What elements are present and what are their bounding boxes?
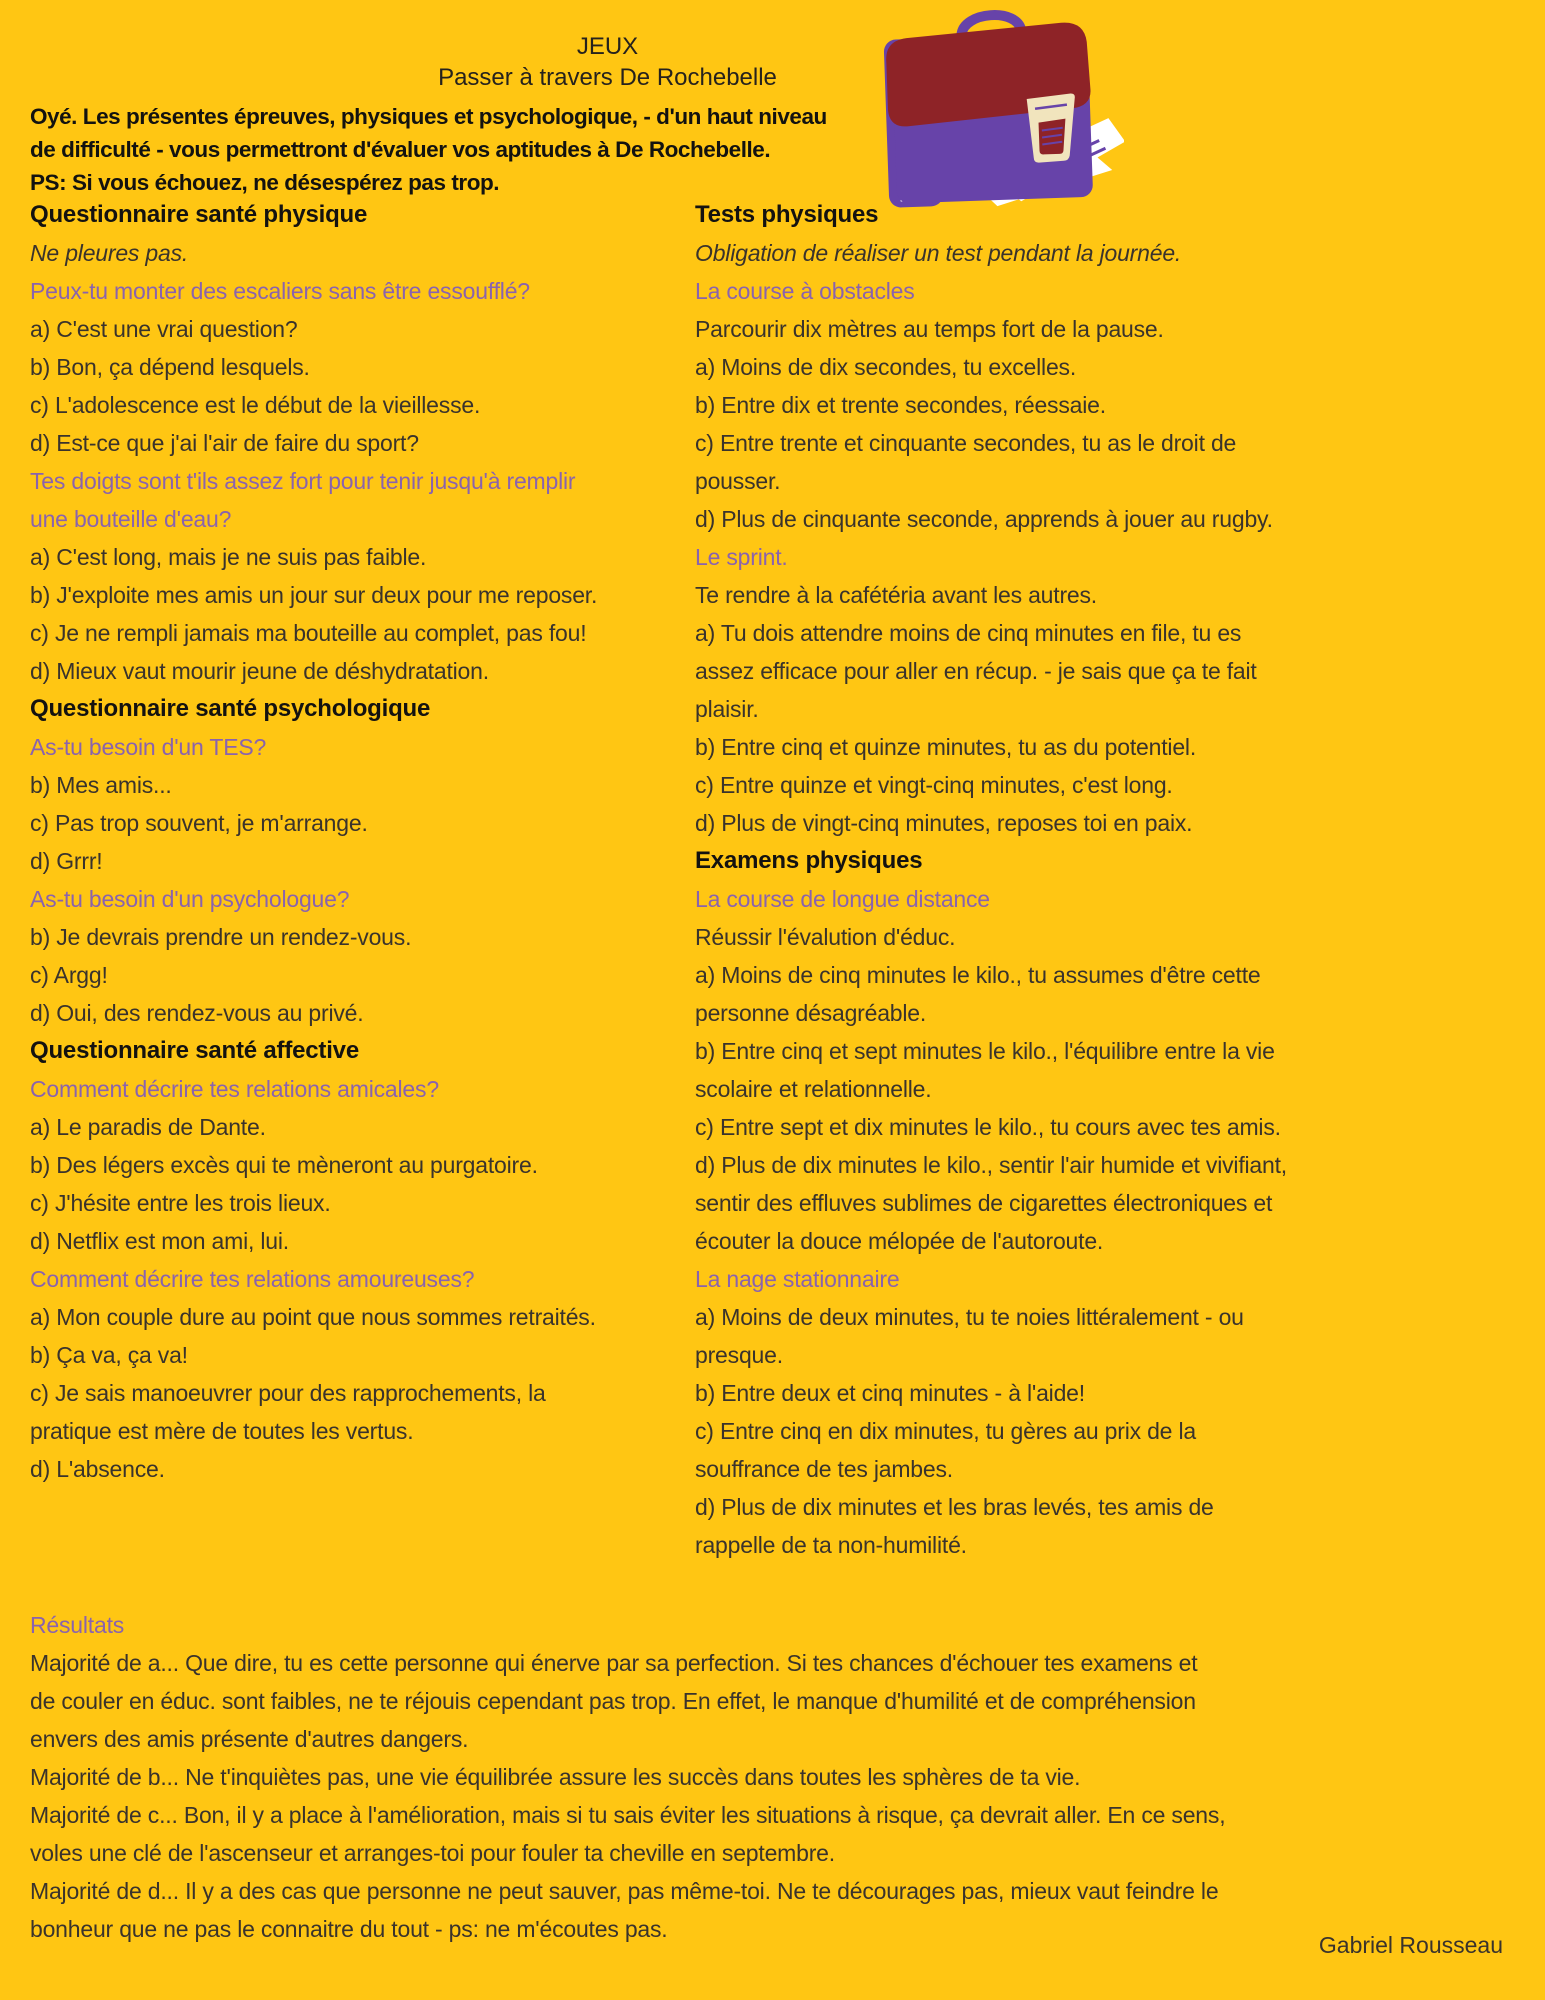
text-line: envers des amis présente d'autres dangers. — [30, 1726, 469, 1752]
text-line: Comment décrire tes relations amoureuses? — [30, 1266, 475, 1292]
text-line: d) Est-ce que j'ai l'air de faire du sport? — [30, 430, 419, 456]
text-line: b) Ça va, ça va! — [30, 1342, 188, 1368]
text-line: écouter la douce mélopée de l'autoroute. — [695, 1228, 1104, 1254]
page-title: JEUX — [576, 33, 639, 60]
text-line: a) Moins de deux minutes, tu te noies littéralement - ou — [695, 1304, 1244, 1330]
text-line: c) Entre sept et dix minutes le kilo., tu cours avec tes amis. — [695, 1114, 1281, 1140]
text-line: rappelle de ta non-humilité. — [695, 1532, 967, 1558]
page-subtitle: Passer à travers De Rochebelle — [438, 64, 777, 91]
text-line: Majorité de a... Que dire, tu es cette personne qui énerve par sa perfection. Si tes chances d'échouer tes examens et — [30, 1650, 1198, 1676]
text-line: souffrance de tes jambes. — [695, 1456, 953, 1482]
text-line: plaisir. — [695, 696, 759, 722]
text-line: c) Je sais manoeuvrer pour des rapprochements, la — [30, 1380, 546, 1406]
left-column — [30, 196, 695, 1488]
text-line: bonheur que ne pas le connaitre du tout - ps: ne m'écoutes pas. — [30, 1916, 668, 1942]
right-column — [695, 196, 1515, 1564]
text-line: Questionnaire santé affective — [30, 1037, 359, 1064]
text-line: a) Tu dois attendre moins de cinq minutes en file, tu es — [695, 620, 1242, 646]
text-line: Tes doigts sont t'ils assez fort pour tenir jusqu'à remplir — [30, 468, 576, 494]
text-line: As-tu besoin d'un TES? — [30, 734, 267, 760]
text-line: b) Des légers excès qui te mèneront au purgatoire. — [30, 1152, 538, 1178]
briefcase-icon — [872, 6, 1124, 211]
text-line: b) Mes amis... — [30, 772, 172, 798]
text-line: La nage stationnaire — [695, 1266, 900, 1292]
text-line: pousser. — [695, 468, 781, 494]
text-line: Examens physiques — [695, 847, 923, 874]
text-line: c) Entre cinq en dix minutes, tu gères au prix de la — [695, 1418, 1196, 1444]
text-line: Te rendre à la cafétéria avant les autres. — [695, 582, 1097, 608]
text-line: d) Netflix est mon ami, lui. — [30, 1228, 289, 1254]
text-line: d) Oui, des rendez-vous au privé. — [30, 1000, 364, 1026]
text-line: scolaire et relationnelle. — [695, 1076, 932, 1102]
text-line: a) C'est long, mais je ne suis pas faible. — [30, 544, 427, 570]
text-line: Tests physiques — [695, 201, 879, 228]
text-line: d) Grrr! — [30, 848, 103, 874]
text-line: Oyé. Les présentes épreuves, physiques et psychologique, - d'un haut niveau — [30, 104, 827, 129]
text-line: Peux-tu monter des escaliers sans être essoufflé? — [30, 278, 530, 304]
text-line: d) Mieux vaut mourir jeune de déshydratation. — [30, 658, 489, 684]
text-line: Comment décrire tes relations amicales? — [30, 1076, 439, 1102]
text-line: assez efficace pour aller en récup. - je sais que ça te fait — [695, 658, 1257, 684]
text-line: b) J'exploite mes amis un jour sur deux pour me reposer. — [30, 582, 598, 608]
author-credit: Gabriel Rousseau — [1318, 1932, 1503, 1958]
text-line: b) Entre cinq et quinze minutes, tu as du potentiel. — [695, 734, 1197, 760]
text-line: b) Je devrais prendre un rendez-vous. — [30, 924, 412, 950]
text-line: Le sprint. — [695, 544, 788, 570]
text-line: d) Plus de dix minutes le kilo., sentir l'air humide et vivifiant, — [695, 1152, 1287, 1178]
text-line: a) Moins de dix secondes, tu excelles. — [695, 354, 1077, 380]
text-line: Questionnaire santé physique — [30, 201, 368, 228]
text-line: Résultats — [30, 1612, 125, 1638]
text-line: de couler en éduc. sont faibles, ne te réjouis cependant pas trop. En effet, le manque d'humilité et de compréhension — [30, 1688, 1196, 1714]
text-line: c) Entre trente et cinquante secondes, tu as le droit de — [695, 430, 1237, 456]
text-line: a) C'est une vrai question? — [30, 316, 298, 342]
text-line: Questionnaire santé psychologique — [30, 695, 431, 722]
text-line: b) Entre dix et trente secondes, réessaie. — [695, 392, 1106, 418]
text-line: Réussir l'évalution d'éduc. — [695, 924, 956, 950]
text-line: a) Mon couple dure au point que nous sommes retraités. — [30, 1304, 596, 1330]
text-line: b) Bon, ça dépend lesquels. — [30, 354, 310, 380]
text-line: c) Entre quinze et vingt-cinq minutes, c'est long. — [695, 772, 1173, 798]
text-line: a) Moins de cinq minutes le kilo., tu assumes d'être cette — [695, 962, 1261, 988]
text-line: de difficulté - vous permettront d'évaluer vos aptitudes à De Rochebelle. — [30, 137, 771, 162]
text-line: La course à obstacles — [695, 278, 915, 304]
intro-text — [30, 100, 930, 199]
results-section — [30, 1606, 1520, 1948]
text-line: a) Le paradis de Dante. — [30, 1114, 266, 1140]
text-line: La course de longue distance — [695, 886, 990, 912]
text-line: c) L'adolescence est le début de la vieillesse. — [30, 392, 481, 418]
text-line: d) Plus de vingt-cinq minutes, reposes toi en paix. — [695, 810, 1193, 836]
text-line: d) Plus de cinquante seconde, apprends à jouer au rugby. — [695, 506, 1273, 532]
text-line: b) Entre deux et cinq minutes - à l'aide! — [695, 1380, 1085, 1406]
text-line: c) Je ne rempli jamais ma bouteille au complet, pas fou! — [30, 620, 587, 646]
text-line: c) J'hésite entre les trois lieux. — [30, 1190, 331, 1216]
text-line: presque. — [695, 1342, 783, 1368]
text-line: sentir des effluves sublimes de cigarettes électroniques et — [695, 1190, 1273, 1216]
text-line: Majorité de c... Bon, il y a place à l'amélioration, mais si tu sais éviter les situations à risque, ça devrait aller. En ce sens, — [30, 1802, 1226, 1828]
text-line: Majorité de d... Il y a des cas que personne ne peut sauver, pas même-toi. Ne te décourages pas, mieux vaut feindre le — [30, 1878, 1219, 1904]
text-line: Majorité de b... Ne t'inquiètes pas, une vie équilibrée assure les succès dans toutes les sphères de ta vie. — [30, 1764, 1081, 1790]
text-line: c) Pas trop souvent, je m'arrange. — [30, 810, 368, 836]
text-line: As-tu besoin d'un psychologue? — [30, 886, 350, 912]
text-line: Parcourir dix mètres au temps fort de la pause. — [695, 316, 1164, 342]
text-line: d) L'absence. — [30, 1456, 165, 1482]
text-line: voles une clé de l'ascenseur et arranges-toi pour fouler ta cheville en septembre. — [30, 1840, 835, 1866]
text-line: personne désagréable. — [695, 1000, 927, 1026]
text-line: b) Entre cinq et sept minutes le kilo., l'équilibre entre la vie — [695, 1038, 1275, 1064]
text-line: une bouteille d'eau? — [30, 506, 232, 532]
text-line: PS: Si vous échouez, ne désespérez pas trop. — [30, 170, 500, 195]
text-line: c) Argg! — [30, 962, 108, 988]
text-line: Ne pleures pas. — [30, 240, 189, 266]
text-line: Obligation de réaliser un test pendant la journée. — [695, 240, 1182, 266]
text-line: d) Plus de dix minutes et les bras levés, tes amis de — [695, 1494, 1214, 1520]
text-line: pratique est mère de toutes les vertus. — [30, 1418, 414, 1444]
